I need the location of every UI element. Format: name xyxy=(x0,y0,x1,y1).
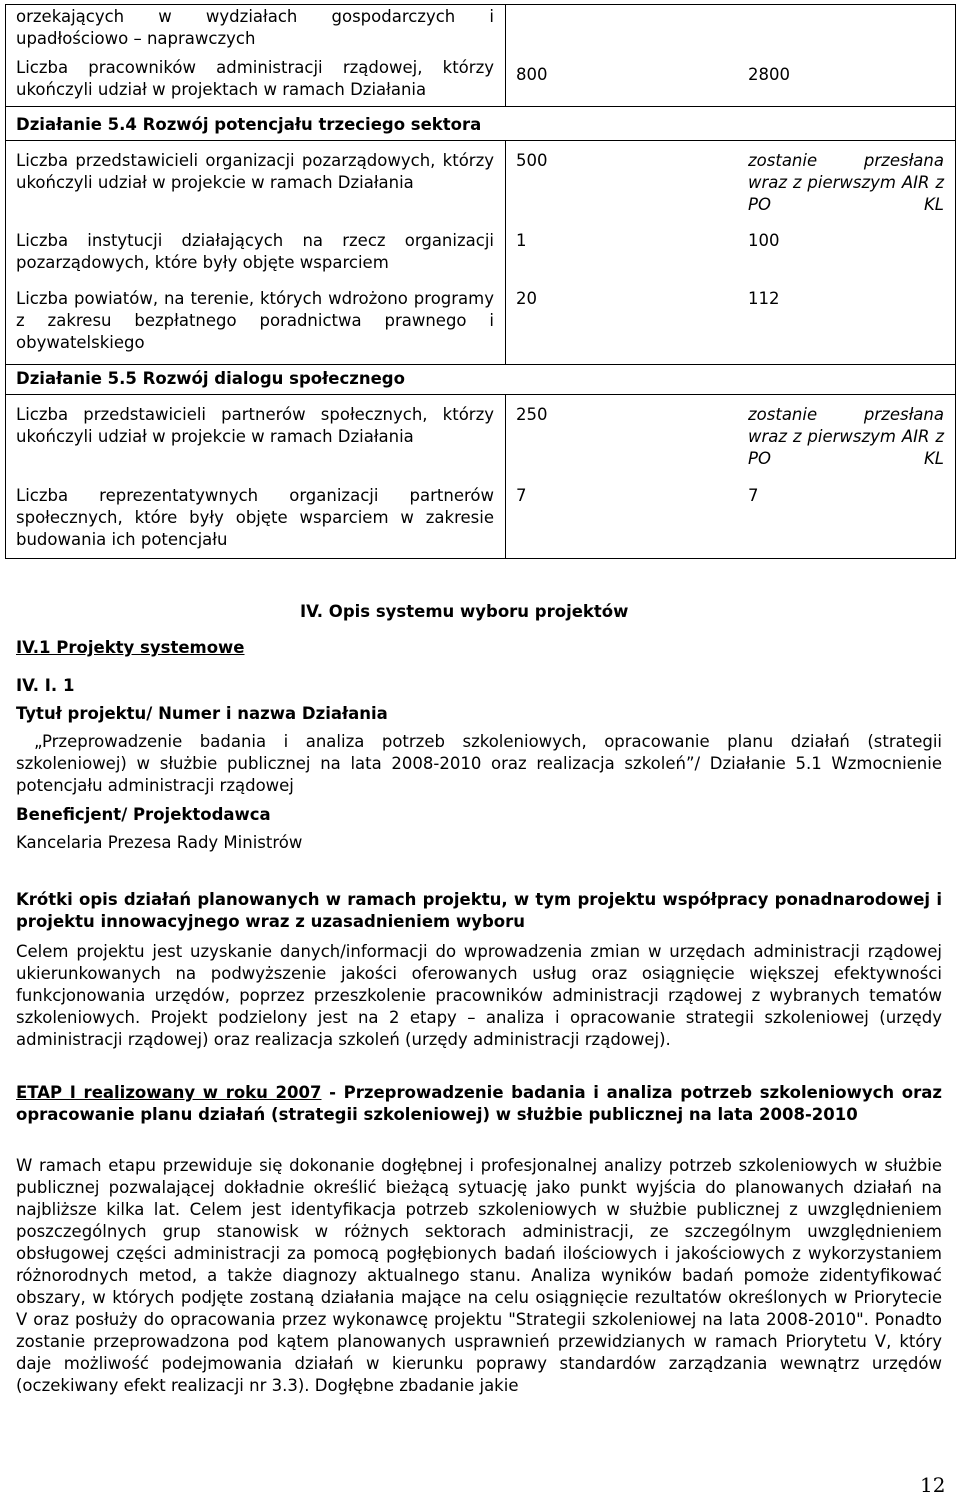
table-col-divider-3 xyxy=(505,394,506,559)
subsection-number: IV. I. 1 xyxy=(16,676,75,695)
description-label: Krótki opis działań planowanych w ramach projektu, w tym projektu współpracy ponadnarodowej i projektu innowacyjnego wraz z uzasadnieniem wyboru xyxy=(16,890,942,931)
table-row-2-label: Liczba przedstawicieli organizacji pozarządowych, którzy ukończyli udział w projekcie w ramach Działania xyxy=(16,151,494,192)
section-title: IV. Opis systemu wyboru projektów xyxy=(300,602,629,621)
table-col-divider-2 xyxy=(505,140,506,364)
table-row-1-value-2: 2800 xyxy=(748,65,790,84)
table-row-5-value-2: zostanie przesłana wraz z pierwszym AIR z PO KL xyxy=(748,405,944,468)
table-row-2-value-1: 500 xyxy=(516,151,548,170)
table-row-3-label: Liczba instytucji działających na rzecz organizacji pozarządowych, które były objęte wsparciem xyxy=(16,231,494,272)
table-row-2-value-2: zostanie przesłana wraz z pierwszym AIR z PO KL xyxy=(748,151,944,214)
table-rule-2 xyxy=(5,140,956,141)
table-row-3-value-1: 1 xyxy=(516,231,527,250)
title-label: Tytuł projektu/ Numer i nazwa Działania xyxy=(16,704,388,723)
etap-heading xyxy=(16,1082,942,1126)
table-border-left xyxy=(5,4,6,559)
table-rule-top xyxy=(5,4,956,5)
table-row-6-value-1: 7 xyxy=(516,486,527,505)
table-row-4-value-2: 112 xyxy=(748,289,780,308)
table-rule-bottom xyxy=(5,558,956,559)
subsection-heading: IV.1 Projekty systemowe xyxy=(16,638,245,657)
table-row-5-value-1: 250 xyxy=(516,405,548,424)
etap-text: W ramach etapu przewiduje się dokonanie dogłębnej i profesjonalnej analizy potrzeb szkoleniowych w służbie publicznej pozwalającej dokładnie określić bieżącą sytuację jako punkt wyjścia do planowanych działań na najbliższe kilka lat. Celem jest identyfikacja potrzeb szkoleniowych w służbie publicznej z uwzględnieniem poszczególnych grup stanowisk w różnych sektorach administracji, ze szczególnym uwzględnieniem obsługowej części administracji za pomocą pogłębionych badań ilościowych i jakościowych z wykorzystaniem różnorodnych metod, a także diagnozy aktualnego stanu. Analiza wyników badań pomoże zidentyfikować obszary, w których podjęte zostaną działania mające na celu osiągnięcie rezultatów określonych w Priorytecie V oraz posłuży do opracowania przez wykonawcę projektu "Strategii szkoleniowej na lata 2008-2010". Ponadto zostanie przeprowadzona pod kątem planowanych usprawnień przewidzianych w ramach Priorytetu V, który daje możliwość podejmowania działań w kierunku poprawy standardów zarządzania wewnątrz urzędów (oczekiwany efekt realizacji nr 3.3). Dogłębne zbadanie jakie xyxy=(16,1156,942,1395)
table-row-4-value-1: 20 xyxy=(516,289,537,308)
page-number: 12 xyxy=(920,1473,946,1497)
table-row-6-value-2: 7 xyxy=(748,486,759,505)
table-rule-3 xyxy=(5,364,956,365)
section-heading-5-5: Działanie 5.5 Rozwój dialogu społecznego xyxy=(16,369,405,388)
table-row-0-label: orzekających w wydziałach gospodarczych i upadłościowo – naprawczych xyxy=(16,7,494,48)
etap-heading-rest: - Przeprowadzenie badania i analiza potrzeb szkoleniowych oraz opracowanie planu działań (strategii szkoleniowej) w służbie publicznej na lata 2008-2010 xyxy=(16,1083,942,1124)
etap-heading-underlined: ETAP I realizowany w roku 2007 xyxy=(16,1083,322,1102)
table-border-right xyxy=(955,4,956,559)
description-text: Celem projektu jest uzyskanie danych/informacji do wprowadzenia zmian w urzędach administracji rządowej ukierunkowanych na podwyższenie jakości oferowanych usług oraz osiągnięcie większej efektywności funkcjonowania urzędów, poprzez przeszkolenie pracowników administracji rządowej z wybranych tematów szkoleniowych. Projekt podzielony jest na 2 etapy – analiza i opracowanie strategii szkoleniowej (urzędy administracji rządowej) oraz realizacja szkoleń (urzędy administracji rządowej). xyxy=(16,942,942,1049)
table-rule-1 xyxy=(5,106,956,107)
table-row-3-value-2: 100 xyxy=(748,231,780,250)
table-row-6-label: Liczba reprezentatywnych organizacji partnerów społecznych, które były objęte wsparciem w zakresie budowania ich potencjału xyxy=(16,486,494,549)
table-row-5-label: Liczba przedstawicieli partnerów społecznych, którzy ukończyli udział w projekcie w ramach Działania xyxy=(16,405,494,446)
beneficiary-label: Beneficjent/ Projektodawca xyxy=(16,805,271,824)
project-title: „Przeprowadzenie badania i analiza potrzeb szkoleniowych, opracowanie planu działań (strategii szkoleniowej) w służbie publicznej na lata 2008-2010 oraz realizacja szkoleń”/ Działanie 5.1 Wzmocnienie potencjału administracji rządowej xyxy=(16,732,942,795)
table-row-1-label: Liczba pracowników administracji rządowej, którzy ukończyli udział w projektach w ramach Działania xyxy=(16,58,494,99)
section-heading-5-4: Działanie 5.4 Rozwój potencjału trzeciego sektora xyxy=(16,115,482,134)
table-rule-4 xyxy=(5,394,956,395)
table-row-1-value-1: 800 xyxy=(516,65,548,84)
table-row-4-label: Liczba powiatów, na terenie, których wdrożono programy z zakresu bezpłatnego poradnictwa prawnego i obywatelskiego xyxy=(16,289,494,352)
table-col-divider-1 xyxy=(505,4,506,106)
beneficiary-value: Kancelaria Prezesa Rady Ministrów xyxy=(16,833,303,852)
